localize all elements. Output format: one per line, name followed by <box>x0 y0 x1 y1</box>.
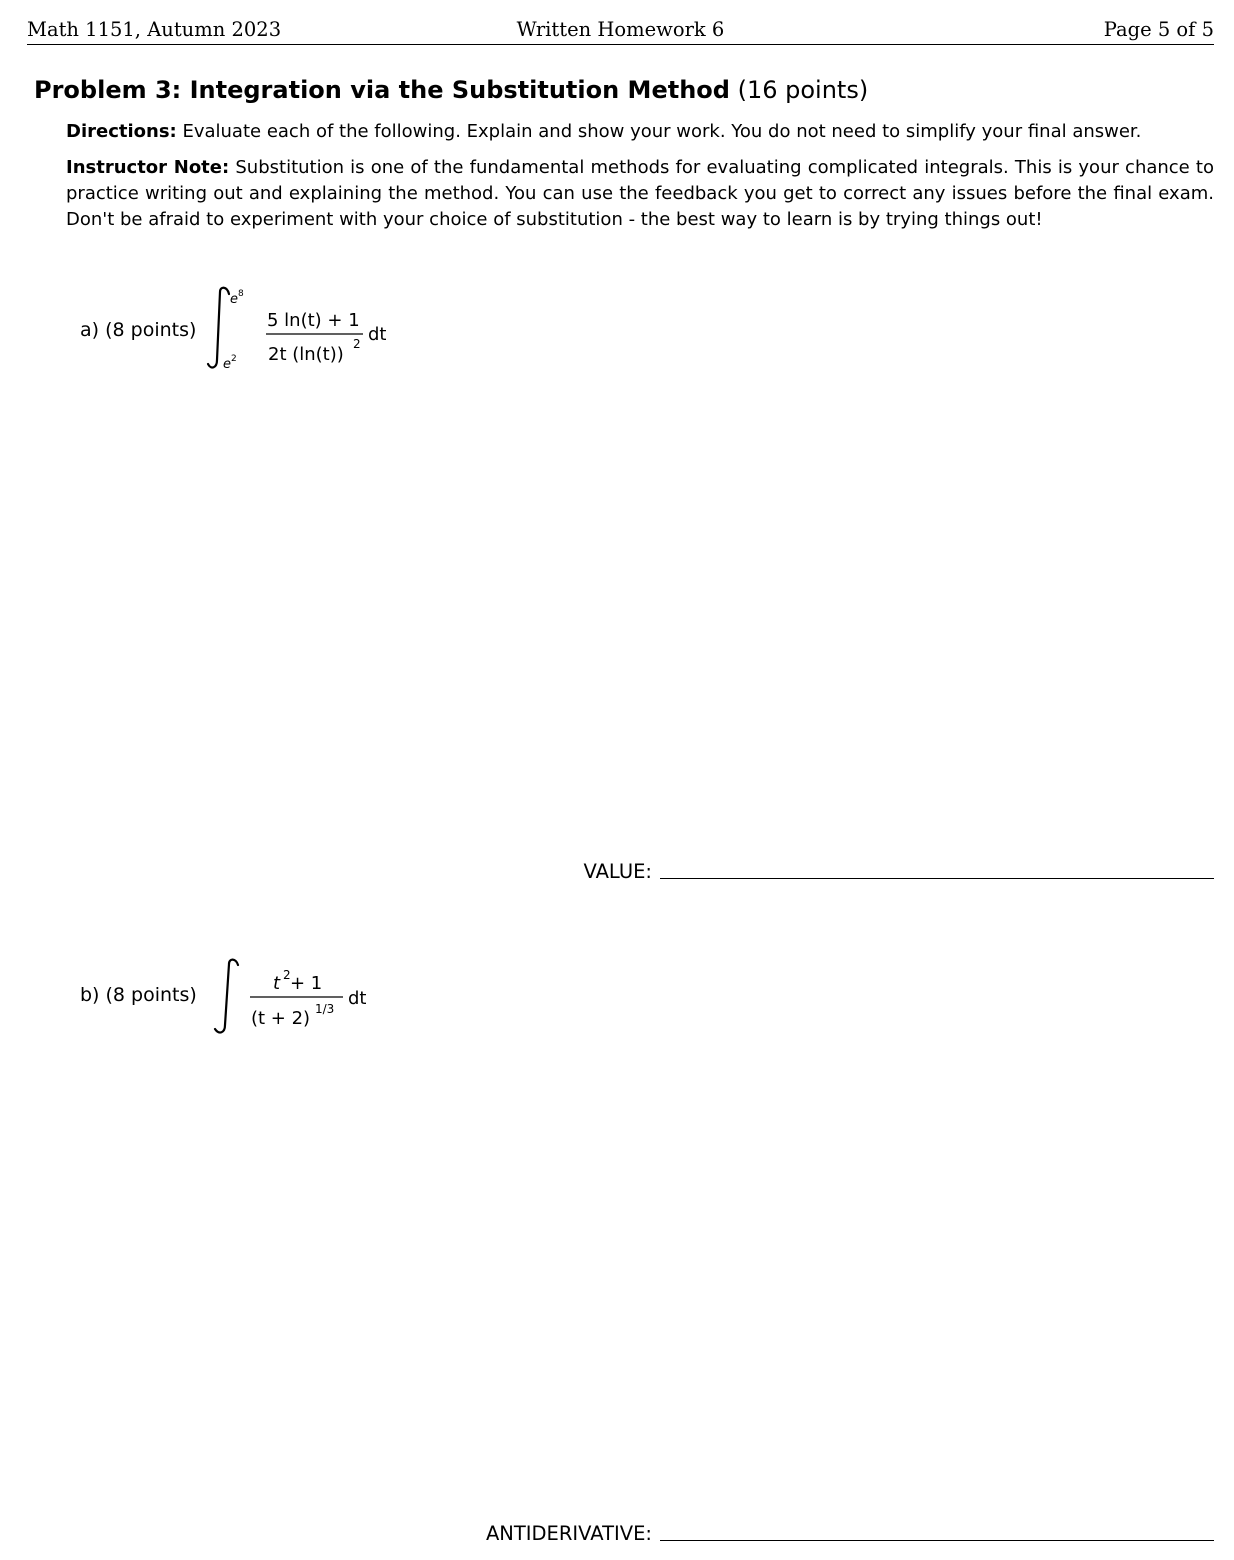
antiderivative-label: ANTIDERIVATIVE: <box>485 1522 652 1545</box>
denominator-exponent: 1/3 <box>315 1002 335 1016</box>
lower-limit: e <box>223 357 231 372</box>
differential: dt <box>348 988 367 1009</box>
problem-title-text: Problem 3: Integration via the Substitution Method <box>34 76 730 104</box>
differential: dt <box>368 324 387 345</box>
integral-sign <box>208 288 229 368</box>
problem-title <box>34 76 868 104</box>
numerator: t <box>273 973 281 994</box>
instructor-note-text: Substitution is one of the fundamental methods for evaluating complicated integrals. This is your chance to practice writing out and explaining the method. You can use the feedback you get to correct any issues before the final exam. Don't be afraid to experiment with your choice of substitution - the best way to learn is by trying things out! <box>66 157 1214 230</box>
part-a-label: a) (8 points) <box>80 319 197 341</box>
directions <box>66 119 1214 145</box>
directions-text: Evaluate each of the following. Explain and show your work. You do not need to simplify your final answer. <box>182 121 1142 142</box>
numerator-tail: + 1 <box>290 973 323 994</box>
upper-limit: e <box>230 292 238 307</box>
numerator-exponent: 2 <box>283 968 291 982</box>
page-header <box>27 14 1214 45</box>
lower-limit-exponent: 2 <box>231 354 237 364</box>
assignment-title: Written Homework 6 <box>516 18 725 41</box>
instructor-note-label: Instructor Note: <box>66 157 230 178</box>
denominator: 2t (ln(t)) <box>268 344 344 365</box>
numerator: 5 ln(t) + 1 <box>267 310 360 331</box>
page-number: Page 5 of 5 <box>1103 18 1214 41</box>
value-answer <box>584 860 1215 883</box>
upper-limit-exponent: 8 <box>238 289 244 299</box>
denominator: (t + 2) <box>251 1008 311 1029</box>
part-b-integral <box>205 955 385 1040</box>
problem-points: (16 points) <box>737 76 869 104</box>
value-label: VALUE: <box>583 860 652 883</box>
denominator-exponent: 2 <box>353 337 361 351</box>
antiderivative-answer-line[interactable] <box>660 1539 1214 1541</box>
part-a-integral <box>205 282 405 377</box>
instructor-note <box>66 155 1214 233</box>
course-name: Math 1151, Autumn 2023 <box>27 18 282 41</box>
directions-label: Directions: <box>66 121 177 142</box>
antiderivative-answer <box>486 1522 1214 1545</box>
value-answer-line[interactable] <box>660 877 1214 879</box>
part-b-label: b) (8 points) <box>80 984 197 1006</box>
integral-sign <box>215 960 238 1033</box>
